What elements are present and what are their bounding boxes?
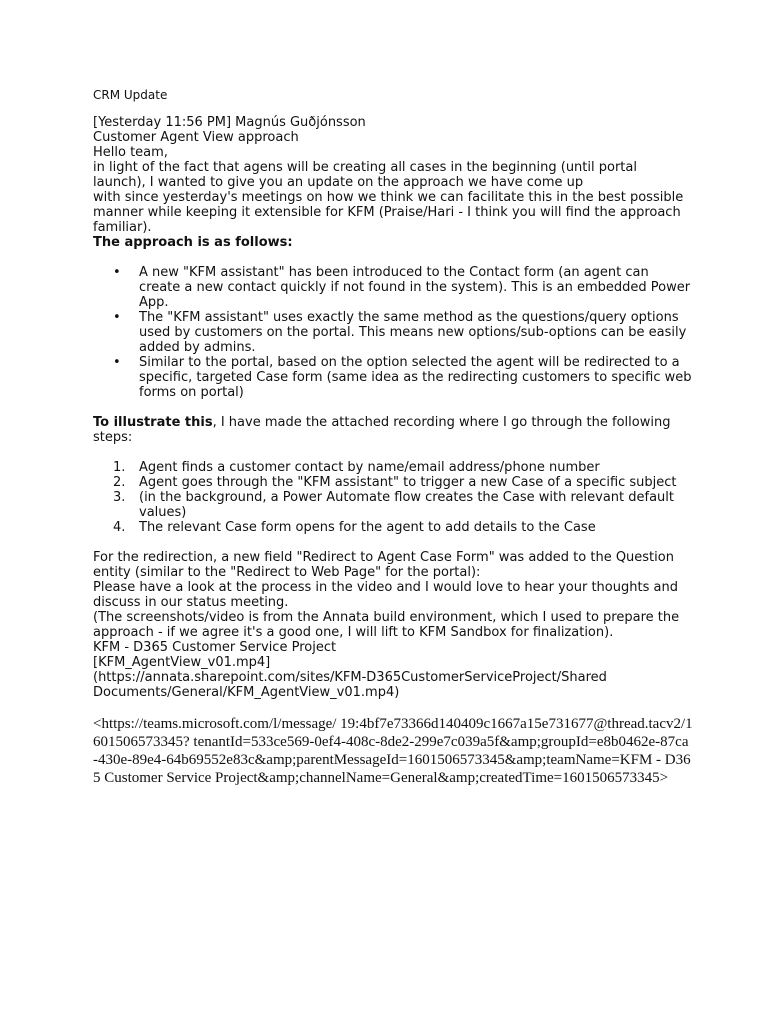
- step-number: 1.: [113, 460, 126, 475]
- list-item-text: The relevant Case form opens for the agent to add details to the Case: [139, 520, 596, 535]
- list-item: [93, 265, 693, 310]
- list-item-text: Agent goes through the "KFM assistant" to trigger a new Case of a specific subject: [139, 475, 677, 490]
- step-number: 4.: [113, 520, 126, 535]
- steps-list: [93, 460, 693, 535]
- list-item: [93, 490, 693, 520]
- list-item-text: Similar to the portal, based on the option selected the agent will be redirected to a specific, targeted Case form (same idea as the redirecting customers to specific web forms on portal): [139, 355, 692, 400]
- intro-paragraph-continued: with since yesterday's meetings on how we think we can facilitate this in the best possible manner while keeping it extensible for KFM (Praise/Hari - I think you will find the approach familiar).: [93, 190, 684, 235]
- step-number: 2.: [113, 475, 126, 490]
- teams-message-link[interactable]: <https://teams.microsoft.com/l/message/ 19:4bf7e73366d140409c1667a15e731677@thread.tacv2/1601506573345? tenantId=533ce569-0ef4-408c-8de2-299e7c039a5f&amp;groupId=e8b0462e-87ca-430e-89e4-64b69552e83c&amp;parentMessageId=1601506573345&amp;teamName=KFM - D365 Customer Service Project&amp;channelName=General&amp;createdTime=1601506573345>: [93, 716, 693, 786]
- screenshots-paragraph: (The screenshots/video is from the Annata build environment, which I used to prepare the approach - if we agree it's a good one, I will lift to KFM Sandbox for finalization).: [93, 610, 680, 640]
- list-item: [93, 475, 693, 490]
- list-item-text: (in the background, a Power Automate flow creates the Case with relevant default values): [139, 490, 674, 520]
- message-subject: Customer Agent View approach: [93, 130, 299, 145]
- video-file-link[interactable]: [KFM_AgentView_v01.mp4]: [93, 655, 271, 670]
- redirection-paragraph: For the redirection, a new field "Redirect to Agent Case Form" was added to the Question entity (similar to the "Redirect to Web Page" for the portal):: [93, 550, 674, 580]
- illustrate-text: , I have made the attached recording where I go through the following steps:: [93, 415, 671, 445]
- document-title: CRM Update: [93, 88, 168, 102]
- list-item: [93, 460, 693, 475]
- project-name: KFM - D365 Customer Service Project: [93, 640, 337, 655]
- greeting: Hello team,: [93, 145, 168, 160]
- list-item: [93, 310, 693, 355]
- approach-list: [93, 265, 693, 400]
- illustrate-paragraph: [93, 415, 693, 445]
- bullet-marker: •: [113, 355, 121, 370]
- intro-paragraph: in light of the fact that agens will be creating all cases in the beginning (until portal launch), I wanted to give you an update on the approach we have come up: [93, 160, 637, 190]
- message-header: [Yesterday 11:56 PM] Magnús Guðjónsson: [93, 115, 366, 130]
- illustrate-bold-text: To illustrate this: [93, 415, 213, 430]
- bullet-marker: •: [113, 265, 121, 280]
- list-item: [93, 520, 693, 535]
- step-number: 3.: [113, 490, 126, 505]
- list-item-text: Agent finds a customer contact by name/email address/phone number: [139, 460, 600, 475]
- bullet-marker: •: [113, 310, 121, 325]
- list-item: [93, 355, 693, 400]
- list-item-text: A new "KFM assistant" has been introduced to the Contact form (an agent can create a new contact quickly if not found in the system). This is an embedded Power App.: [139, 265, 691, 310]
- list-item-text: The "KFM assistant" uses exactly the same method as the questions/query options used by customers on the portal. This means new options/sub-options can be easily added by admins.: [139, 310, 687, 355]
- please-paragraph: Please have a look at the process in the video and I would love to hear your thoughts and discuss in our status meeting.: [93, 580, 678, 610]
- video-url[interactable]: (https://annata.sharepoint.com/sites/KFM-D365CustomerServiceProject/Shared Documents/General/KFM_AgentView_v01.mp4): [93, 670, 607, 700]
- approach-heading: The approach is as follows:: [93, 235, 293, 250]
- document-page: [93, 88, 693, 802]
